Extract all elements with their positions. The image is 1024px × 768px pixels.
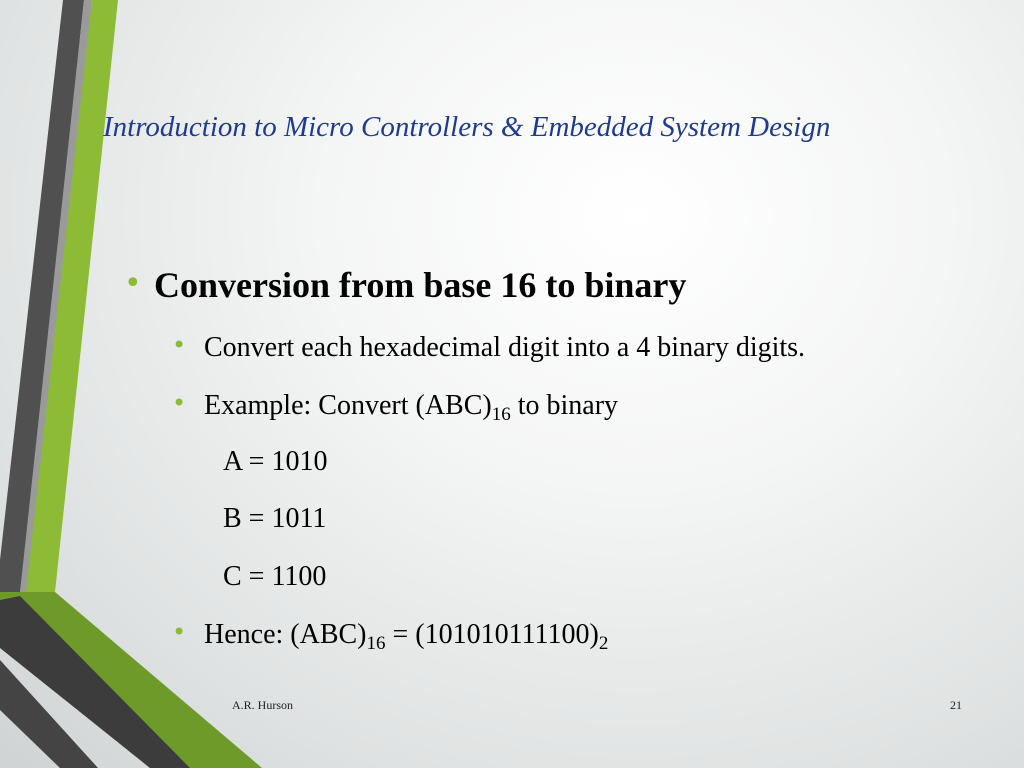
bullet-dot-icon: • xyxy=(172,389,187,417)
sub-bullet-3 xyxy=(172,618,609,654)
slide-title: Introduction to Micro Controllers & Embedded System Design xyxy=(103,111,831,143)
main-heading: Conversion from base 16 to binary xyxy=(154,265,687,305)
example-suffix: to binary xyxy=(510,390,619,421)
sub-bullet-1 xyxy=(172,331,805,364)
footer-author: A.R. Hurson xyxy=(232,698,294,712)
sub-bullet-text: Convert each hexadecimal digit into a 4 binary digits. xyxy=(204,332,806,363)
bullet-dot-icon: • xyxy=(172,618,187,646)
hence-prefix: Hence: (ABC) xyxy=(204,619,367,650)
page-number: 21 xyxy=(950,698,962,712)
subscript-base: 16 xyxy=(491,404,511,425)
subscript-base: 2 xyxy=(598,633,609,654)
bullet-dot-icon: • xyxy=(172,331,187,359)
sub-bullet-2 xyxy=(172,389,619,425)
mapping-a: A = 1010 xyxy=(223,446,328,477)
hence-mid: = (101010111100) xyxy=(385,619,599,650)
main-bullet xyxy=(124,264,686,306)
bullet-dot-icon: • xyxy=(124,266,142,301)
stripe-gray-bottom xyxy=(0,596,190,768)
mapping-c: C = 1100 xyxy=(223,561,327,592)
example-prefix: Example: Convert (ABC) xyxy=(204,390,492,421)
subscript-base: 16 xyxy=(366,633,386,654)
mapping-b: B = 1011 xyxy=(223,503,327,534)
